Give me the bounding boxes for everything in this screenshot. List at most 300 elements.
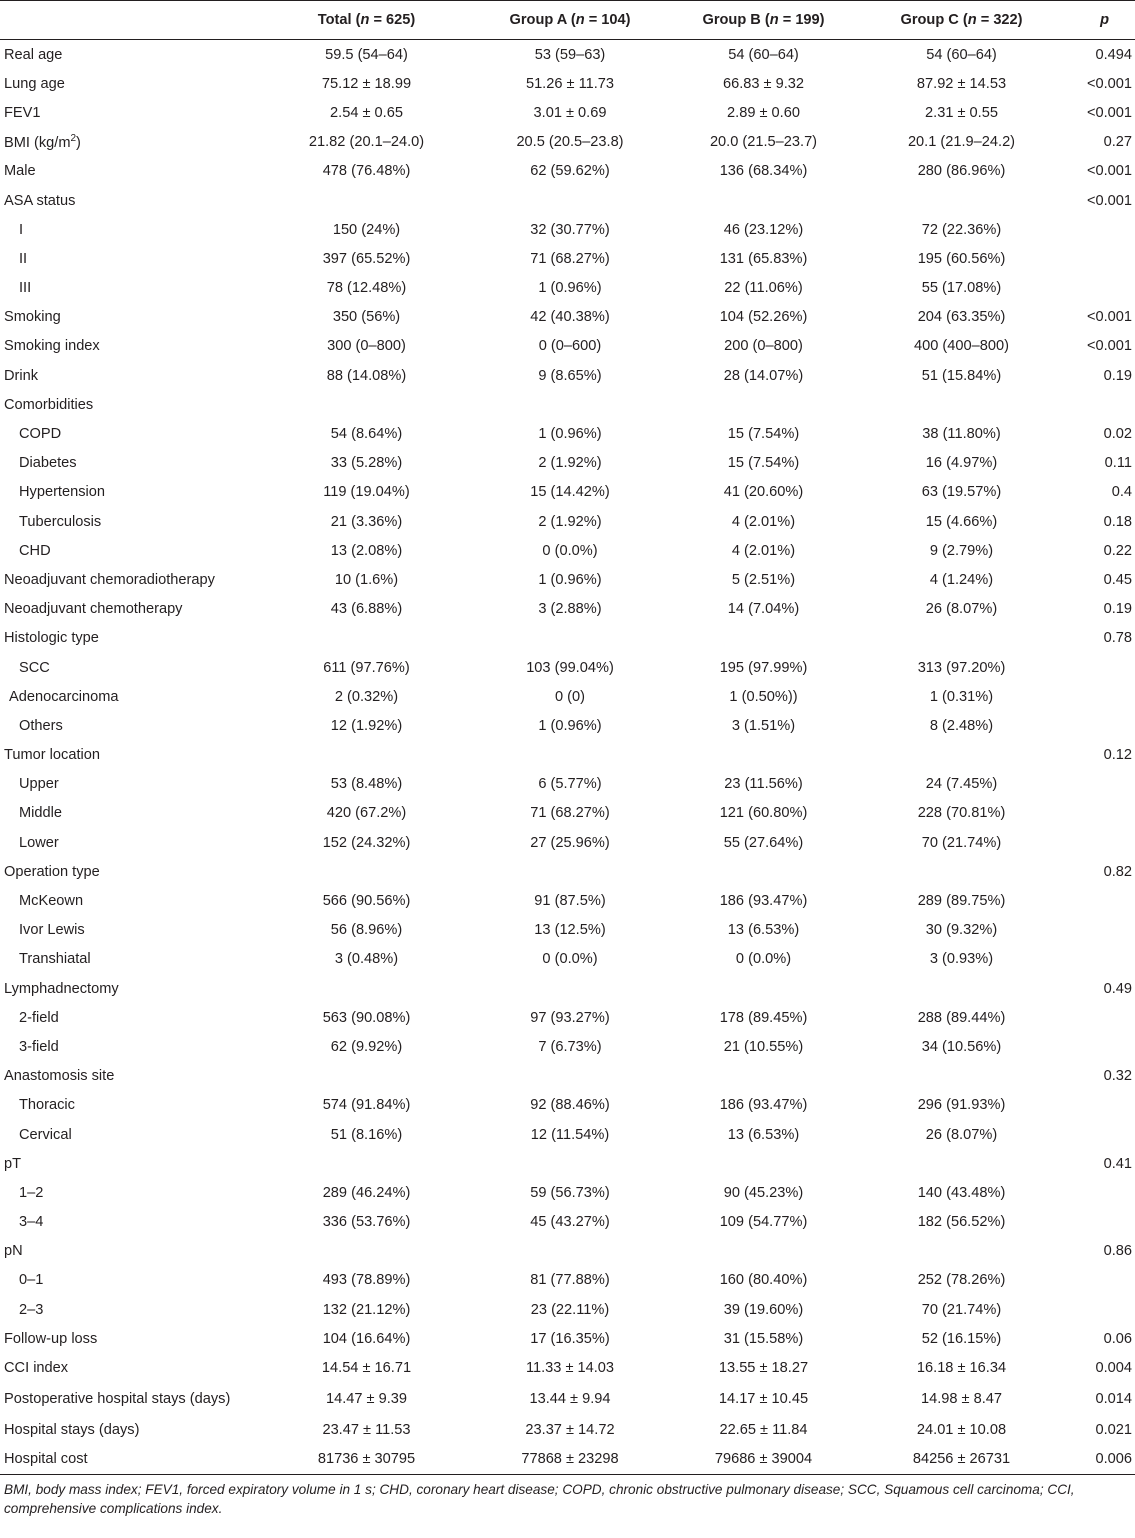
row-label-text: Hospital stays (days) bbox=[4, 1422, 140, 1439]
value-cell: 566 (90.56%) bbox=[322, 893, 411, 910]
row-label-text: CCI index bbox=[4, 1360, 69, 1377]
table-row bbox=[0, 361, 1135, 390]
row-label-text: Cervical bbox=[19, 1126, 72, 1143]
row-label-text: pN bbox=[4, 1243, 23, 1260]
table-row bbox=[0, 332, 1135, 361]
table-row bbox=[0, 1416, 1135, 1445]
row-label bbox=[0, 653, 258, 682]
value-cell: 3 (2.88%) bbox=[538, 601, 602, 618]
row-label-text: Ivor Lewis bbox=[19, 922, 85, 939]
p-value-cell: 0.494 bbox=[1095, 46, 1132, 63]
value-cell: 41 (20.60%) bbox=[723, 484, 804, 501]
value-cell: 46 (23.12%) bbox=[723, 221, 804, 238]
value-cell: 51 (15.84%) bbox=[921, 367, 1002, 384]
header-group-4 bbox=[862, 1, 1061, 40]
row-label-text: 1–2 bbox=[19, 1184, 44, 1201]
p-value-cell bbox=[1061, 916, 1135, 945]
value-cell: 77868 ± 23298 bbox=[475, 1445, 665, 1475]
value-cell: 20.5 (20.5–23.8) bbox=[516, 134, 624, 151]
row-label-text: Neoadjuvant chemotherapy bbox=[4, 601, 183, 618]
row-label bbox=[0, 711, 258, 740]
value-cell: 296 (91.93%) bbox=[917, 1097, 1006, 1114]
p-value-cell: <0.001 bbox=[1086, 338, 1132, 355]
value-cell: 2.31 ± 0.55 bbox=[925, 104, 998, 121]
p-value-cell: <0.001 bbox=[1086, 163, 1132, 180]
value-cell bbox=[665, 1062, 862, 1091]
table-row bbox=[0, 215, 1135, 244]
table-row bbox=[0, 828, 1135, 857]
value-cell: 54 (60–64) bbox=[926, 46, 997, 63]
value-cell: 1 (0.96%) bbox=[538, 426, 602, 443]
p-value-cell bbox=[1061, 886, 1135, 915]
p-value-cell: 0.86 bbox=[1103, 1243, 1132, 1260]
value-cell bbox=[665, 390, 862, 419]
value-cell: 186 (93.47%) bbox=[719, 893, 808, 910]
value-cell bbox=[258, 186, 475, 215]
value-cell: 204 (63.35%) bbox=[917, 309, 1006, 326]
row-label bbox=[0, 857, 258, 886]
value-cell: 75.12 ± 18.99 bbox=[321, 75, 412, 92]
value-cell: 280 (86.96%) bbox=[917, 163, 1006, 180]
value-cell: 16.18 ± 16.34 bbox=[916, 1360, 1007, 1377]
value-cell: 152 (24.32%) bbox=[322, 834, 411, 851]
header-group-1 bbox=[258, 1, 475, 40]
value-cell bbox=[665, 974, 862, 1003]
row-label-text: Upper bbox=[19, 776, 59, 793]
p-value-cell bbox=[1061, 244, 1135, 273]
table-row bbox=[0, 799, 1135, 828]
value-cell: 15 (7.54%) bbox=[727, 455, 800, 472]
row-label bbox=[0, 1324, 258, 1353]
value-cell: 195 (60.56%) bbox=[917, 250, 1006, 267]
value-cell: 70 (21.74%) bbox=[921, 1301, 1002, 1318]
value-cell: 140 (43.48%) bbox=[917, 1184, 1006, 1201]
value-cell: 52 (16.15%) bbox=[921, 1330, 1002, 1347]
row-label-text: Diabetes bbox=[19, 455, 77, 472]
value-cell: 28 (14.07%) bbox=[723, 367, 804, 384]
row-label bbox=[0, 974, 258, 1003]
row-label bbox=[0, 828, 258, 857]
value-cell bbox=[475, 390, 665, 419]
table-row bbox=[0, 186, 1135, 215]
value-cell: 14.47 ± 9.39 bbox=[325, 1391, 408, 1408]
value-cell: 79686 ± 39004 bbox=[665, 1445, 862, 1475]
row-label bbox=[0, 1295, 258, 1324]
value-cell: 23 (22.11%) bbox=[530, 1301, 610, 1318]
value-cell bbox=[862, 974, 1061, 1003]
value-cell: 62 (9.92%) bbox=[330, 1038, 403, 1055]
value-cell: 136 (68.34%) bbox=[719, 163, 808, 180]
row-label-text: Histologic type bbox=[4, 630, 99, 647]
value-cell: 10 (1.6%) bbox=[334, 571, 399, 588]
p-value-cell bbox=[1061, 711, 1135, 740]
value-cell: 51 (8.16%) bbox=[330, 1126, 403, 1143]
table-row bbox=[0, 1091, 1135, 1120]
row-label bbox=[0, 478, 258, 507]
value-cell: 81 (77.88%) bbox=[530, 1272, 610, 1289]
value-cell: 397 (65.52%) bbox=[322, 250, 411, 267]
header-italic-symbol: n bbox=[967, 12, 977, 28]
table-row bbox=[0, 478, 1135, 507]
value-cell: 0 (0–600) bbox=[538, 338, 602, 355]
value-cell bbox=[258, 1149, 475, 1178]
table-row bbox=[0, 128, 1135, 157]
p-value-cell bbox=[1061, 1266, 1135, 1295]
row-label bbox=[0, 361, 258, 390]
row-label bbox=[0, 1120, 258, 1149]
row-label bbox=[0, 449, 258, 478]
value-cell: 51.26 ± 11.73 bbox=[525, 75, 615, 92]
value-cell: 103 (99.04%) bbox=[526, 659, 614, 676]
value-cell: 121 (60.80%) bbox=[719, 805, 808, 822]
p-value-cell bbox=[1061, 1295, 1135, 1324]
value-cell: 22 (11.06%) bbox=[724, 280, 803, 297]
value-cell: 9 (2.79%) bbox=[929, 542, 994, 559]
value-cell bbox=[475, 624, 665, 653]
row-label bbox=[0, 916, 258, 945]
p-value-cell bbox=[1061, 1178, 1135, 1207]
table-row bbox=[0, 1178, 1135, 1207]
row-label-text: ASA status bbox=[4, 192, 76, 209]
table-row bbox=[0, 1208, 1135, 1237]
row-label bbox=[0, 624, 258, 653]
value-cell: 8 (2.48%) bbox=[929, 717, 994, 734]
value-cell bbox=[475, 1237, 665, 1266]
table-row bbox=[0, 390, 1135, 419]
value-cell: 31 (15.58%) bbox=[723, 1330, 804, 1347]
value-cell: 1 (0.50%)) bbox=[729, 688, 798, 705]
row-label bbox=[0, 1237, 258, 1266]
value-cell: 39 (19.60%) bbox=[723, 1301, 804, 1318]
value-cell bbox=[665, 741, 862, 770]
value-cell: 53 (59–63) bbox=[534, 46, 606, 63]
value-cell: 252 (78.26%) bbox=[917, 1272, 1006, 1289]
row-label bbox=[0, 1178, 258, 1207]
value-cell: 92 (88.46%) bbox=[530, 1097, 610, 1114]
header-p-value bbox=[1061, 1, 1135, 40]
value-cell: 611 (97.76%) bbox=[323, 659, 410, 676]
header-text: Group B ( bbox=[702, 12, 770, 28]
value-cell bbox=[862, 741, 1061, 770]
value-cell: 228 (70.81%) bbox=[917, 805, 1006, 822]
table-row bbox=[0, 40, 1135, 70]
row-label bbox=[0, 215, 258, 244]
row-label-text: SCC bbox=[19, 659, 50, 676]
value-cell: 2 (1.92%) bbox=[538, 455, 602, 472]
value-cell: 21.82 (20.1–24.0) bbox=[308, 134, 425, 151]
table-row bbox=[0, 274, 1135, 303]
table-row bbox=[0, 711, 1135, 740]
value-cell: 420 (67.2%) bbox=[326, 805, 407, 822]
table-row bbox=[0, 507, 1135, 536]
value-cell: 14.98 ± 8.47 bbox=[920, 1391, 1003, 1408]
table-row bbox=[0, 770, 1135, 799]
row-label-text: Others bbox=[19, 717, 63, 734]
value-cell: 63 (19.57%) bbox=[921, 484, 1002, 501]
value-cell: 12 (1.92%) bbox=[330, 717, 403, 734]
table-row bbox=[0, 449, 1135, 478]
row-label-text: FEV1 bbox=[4, 104, 41, 121]
value-cell: 131 (65.83%) bbox=[719, 250, 808, 267]
value-cell: 54 (60–64) bbox=[728, 46, 799, 63]
value-cell: 84256 ± 26731 bbox=[862, 1445, 1061, 1475]
value-cell: 289 (89.75%) bbox=[917, 893, 1006, 910]
row-label-text: Smoking bbox=[4, 309, 61, 326]
value-cell: 72 (22.36%) bbox=[921, 221, 1002, 238]
row-label-text: Neoadjuvant chemoradiotherapy bbox=[4, 571, 215, 588]
value-cell: 12 (11.54%) bbox=[530, 1126, 610, 1143]
header-group-3 bbox=[665, 1, 862, 40]
row-label-text: Adenocarcinoma bbox=[9, 688, 119, 705]
row-label bbox=[0, 595, 258, 624]
row-label-text: BMI (kg/m bbox=[4, 135, 71, 152]
row-label bbox=[0, 1032, 258, 1061]
row-label bbox=[0, 419, 258, 448]
row-label bbox=[0, 565, 258, 594]
value-cell: 2.54 ± 0.65 bbox=[330, 104, 403, 121]
value-cell bbox=[665, 624, 862, 653]
table-row bbox=[0, 1120, 1135, 1149]
value-cell: 7 (6.73%) bbox=[538, 1038, 602, 1055]
value-cell: 13.55 ± 18.27 bbox=[718, 1360, 809, 1377]
row-label bbox=[0, 1003, 258, 1032]
row-label-suffix: ) bbox=[76, 135, 81, 152]
value-cell: 289 (46.24%) bbox=[322, 1184, 411, 1201]
value-cell: 478 (76.48%) bbox=[322, 163, 411, 180]
row-label-text: Follow-up loss bbox=[4, 1330, 98, 1347]
value-cell: 23.47 ± 11.53 bbox=[322, 1422, 411, 1439]
p-value-cell bbox=[1061, 945, 1135, 974]
p-value-cell bbox=[1061, 1208, 1135, 1237]
p-value-cell bbox=[1061, 1032, 1135, 1061]
p-value-cell: <0.001 bbox=[1086, 192, 1132, 209]
value-cell bbox=[258, 741, 475, 770]
value-cell: 56 (8.96%) bbox=[330, 922, 403, 939]
value-cell: 119 (19.04%) bbox=[323, 484, 410, 501]
p-value-cell: 0.82 bbox=[1103, 863, 1132, 880]
row-label-text: III bbox=[19, 280, 32, 297]
value-cell: 26 (8.07%) bbox=[925, 601, 998, 618]
table-row bbox=[0, 419, 1135, 448]
header-group-2 bbox=[475, 1, 665, 40]
value-cell: 313 (97.20%) bbox=[917, 659, 1006, 676]
table-row bbox=[0, 303, 1135, 332]
value-cell: 42 (40.38%) bbox=[530, 309, 610, 326]
value-cell bbox=[665, 857, 862, 886]
value-cell: 15 (14.42%) bbox=[530, 484, 610, 501]
header-text: Group A ( bbox=[509, 12, 576, 28]
table-row bbox=[0, 886, 1135, 915]
value-cell: 4 (2.01%) bbox=[731, 513, 796, 530]
table-row bbox=[0, 1237, 1135, 1266]
value-cell: 13 (6.53%) bbox=[727, 1126, 800, 1143]
value-cell: 11.33 ± 14.03 bbox=[525, 1360, 615, 1377]
value-cell: 109 (54.77%) bbox=[719, 1214, 808, 1231]
table-row bbox=[0, 1445, 1135, 1475]
value-cell: 71 (68.27%) bbox=[530, 805, 610, 822]
p-value-cell: 0.02 bbox=[1103, 426, 1132, 443]
value-cell bbox=[475, 1062, 665, 1091]
value-cell: 563 (90.08%) bbox=[322, 1009, 411, 1026]
value-cell: 15 (7.54%) bbox=[727, 426, 800, 443]
value-cell: 300 (0–800) bbox=[327, 338, 406, 355]
row-label bbox=[0, 770, 258, 799]
table-row bbox=[0, 98, 1135, 127]
header-text-suffix: = 104) bbox=[584, 12, 631, 28]
value-cell: 13 (12.5%) bbox=[534, 922, 606, 939]
table-row bbox=[0, 244, 1135, 273]
value-cell: 71 (68.27%) bbox=[530, 250, 610, 267]
value-cell: 3 (1.51%) bbox=[731, 717, 796, 734]
row-label bbox=[0, 1445, 258, 1475]
value-cell bbox=[862, 624, 1061, 653]
value-cell: 182 (56.52%) bbox=[917, 1214, 1006, 1231]
table-row bbox=[0, 1266, 1135, 1295]
value-cell: 0 (0.0%) bbox=[542, 951, 598, 968]
row-label bbox=[0, 1383, 258, 1416]
table-row bbox=[0, 974, 1135, 1003]
value-cell: 45 (43.27%) bbox=[530, 1214, 610, 1231]
value-cell: 66.83 ± 9.32 bbox=[722, 75, 805, 92]
p-value-cell bbox=[1061, 653, 1135, 682]
p-value-cell bbox=[1061, 215, 1135, 244]
row-label-text: Tumor location bbox=[4, 747, 100, 764]
value-cell: 0 (0.0%) bbox=[542, 542, 598, 559]
value-cell: 3 (0.48%) bbox=[334, 951, 399, 968]
row-label bbox=[0, 1149, 258, 1178]
row-label-text: Lower bbox=[19, 834, 59, 851]
value-cell bbox=[862, 857, 1061, 886]
table-row bbox=[0, 741, 1135, 770]
p-value-cell: 0.4 bbox=[1111, 484, 1132, 501]
row-label-text: Tuberculosis bbox=[19, 513, 102, 530]
table-row bbox=[0, 1324, 1135, 1353]
p-value-cell: 0.004 bbox=[1095, 1360, 1132, 1377]
row-label-text: 3–4 bbox=[19, 1214, 44, 1231]
value-cell: 13.44 ± 9.94 bbox=[529, 1391, 611, 1408]
value-cell: 30 (9.32%) bbox=[925, 922, 998, 939]
row-label bbox=[0, 1353, 258, 1382]
value-cell: 14 (7.04%) bbox=[727, 601, 800, 618]
value-cell: 62 (59.62%) bbox=[530, 163, 610, 180]
row-label-text: Smoking index bbox=[4, 338, 100, 355]
value-cell: 59 (56.73%) bbox=[530, 1184, 610, 1201]
value-cell: 186 (93.47%) bbox=[719, 1097, 808, 1114]
value-cell: 88 (14.08%) bbox=[326, 367, 407, 384]
value-cell: 27 (25.96%) bbox=[530, 834, 610, 851]
row-label-text: 0–1 bbox=[19, 1272, 44, 1289]
value-cell: 2 (1.92%) bbox=[538, 513, 602, 530]
p-value-cell: <0.001 bbox=[1086, 75, 1132, 92]
table-row bbox=[0, 1062, 1135, 1091]
row-label-text: Drink bbox=[4, 367, 39, 384]
value-cell: 288 (89.44%) bbox=[917, 1009, 1006, 1026]
table-row bbox=[0, 157, 1135, 186]
value-cell: 59.5 (54–64) bbox=[325, 46, 408, 63]
p-value-cell: 0.41 bbox=[1103, 1155, 1132, 1172]
table-row bbox=[0, 1032, 1135, 1061]
value-cell bbox=[862, 1062, 1061, 1091]
value-cell: 160 (80.40%) bbox=[719, 1272, 808, 1289]
row-label-text: Middle bbox=[19, 805, 62, 822]
value-cell: 150 (24%) bbox=[332, 221, 401, 238]
value-cell: 38 (11.80%) bbox=[922, 426, 1001, 443]
value-cell bbox=[665, 1149, 862, 1178]
value-cell: 15 (4.66%) bbox=[925, 513, 998, 530]
p-value-cell: 0.32 bbox=[1103, 1068, 1132, 1085]
row-label-text: Anastomosis site bbox=[4, 1068, 115, 1085]
row-label bbox=[0, 741, 258, 770]
value-cell bbox=[475, 186, 665, 215]
header-text-suffix: = 625) bbox=[369, 12, 416, 28]
p-value-cell: 0.014 bbox=[1095, 1391, 1132, 1408]
value-cell: 91 (87.5%) bbox=[534, 893, 606, 910]
value-cell: 0 (0.0%) bbox=[735, 951, 792, 968]
row-label bbox=[0, 274, 258, 303]
value-cell: 20.1 (21.9–24.2) bbox=[907, 134, 1016, 151]
value-cell bbox=[258, 1062, 475, 1091]
row-label-text: 3-field bbox=[19, 1038, 59, 1055]
value-cell bbox=[258, 390, 475, 419]
header-italic-symbol: n bbox=[360, 12, 370, 28]
value-cell: 22.65 ± 11.84 bbox=[719, 1422, 808, 1439]
table-row bbox=[0, 536, 1135, 565]
value-cell: 104 (16.64%) bbox=[322, 1330, 411, 1347]
p-value-cell: 0.19 bbox=[1103, 367, 1132, 384]
row-label bbox=[0, 157, 258, 186]
value-cell bbox=[475, 857, 665, 886]
row-label-text: Hospital cost bbox=[4, 1451, 88, 1468]
value-cell: 26 (8.07%) bbox=[925, 1126, 998, 1143]
value-cell: 78 (12.48%) bbox=[326, 280, 407, 297]
p-value-cell: 0.12 bbox=[1103, 747, 1132, 764]
value-cell: 132 (21.12%) bbox=[322, 1301, 411, 1318]
value-cell: 90 (45.23%) bbox=[723, 1184, 804, 1201]
value-cell bbox=[258, 857, 475, 886]
row-label bbox=[0, 40, 258, 70]
p-value-cell: <0.001 bbox=[1086, 104, 1132, 121]
value-cell: 53 (8.48%) bbox=[330, 776, 403, 793]
row-label-text: Comorbidities bbox=[4, 396, 94, 413]
row-label bbox=[0, 1062, 258, 1091]
p-value-cell: 0.06 bbox=[1103, 1330, 1132, 1347]
value-cell: 9 (8.65%) bbox=[538, 367, 602, 384]
table-row bbox=[0, 595, 1135, 624]
table-row bbox=[0, 1383, 1135, 1416]
table-row bbox=[0, 653, 1135, 682]
row-label-superscript: 2 bbox=[70, 133, 77, 145]
value-cell: 20.0 (21.5–23.7) bbox=[709, 134, 818, 151]
p-value-cell: 0.22 bbox=[1103, 542, 1132, 559]
row-label bbox=[0, 303, 258, 332]
header-text-suffix: = 199) bbox=[778, 12, 825, 28]
value-cell: 350 (56%) bbox=[332, 309, 401, 326]
value-cell: 23.37 ± 14.72 bbox=[525, 1422, 615, 1439]
row-label-text: Transhiatal bbox=[19, 951, 91, 968]
table-row bbox=[0, 857, 1135, 886]
p-value-cell bbox=[1061, 390, 1135, 419]
row-label bbox=[0, 886, 258, 915]
row-label-text: Thoracic bbox=[19, 1097, 75, 1114]
row-label bbox=[0, 1266, 258, 1295]
row-label-text: pT bbox=[4, 1155, 22, 1172]
value-cell: 33 (5.28%) bbox=[330, 455, 403, 472]
p-value-cell: 0.27 bbox=[1103, 134, 1132, 151]
value-cell: 43 (6.88%) bbox=[330, 601, 403, 618]
value-cell: 55 (17.08%) bbox=[921, 280, 1002, 297]
value-cell: 3.01 ± 0.69 bbox=[533, 104, 607, 121]
row-label bbox=[0, 98, 258, 127]
